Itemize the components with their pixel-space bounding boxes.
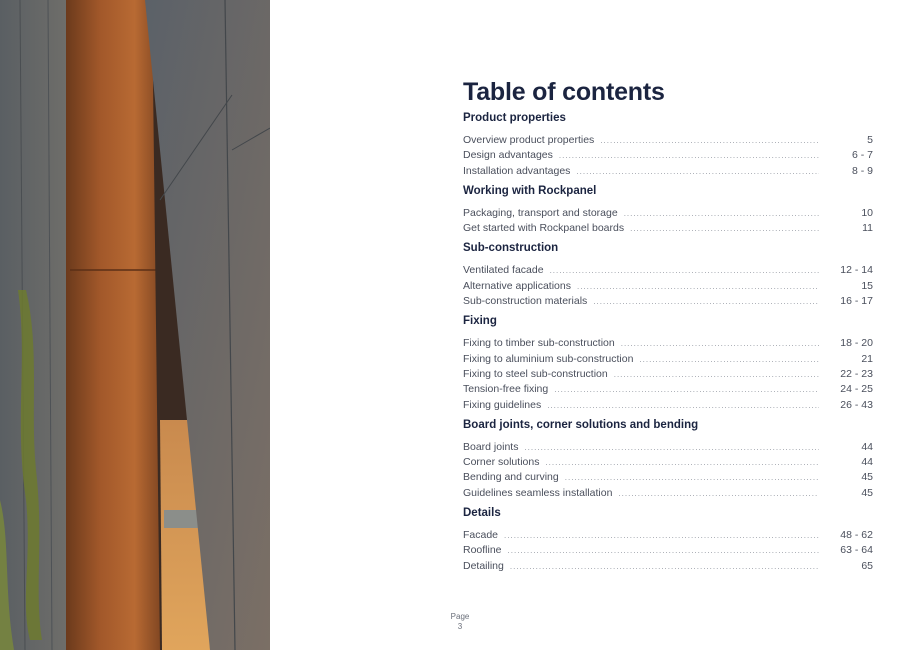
toc-entry[interactable] [463,279,873,294]
toc-entry-pages: 63 - 64 [840,544,873,557]
toc-entry-label: Roofline [463,544,502,557]
section-heading: Sub-construction [463,242,559,255]
toc-entry[interactable] [463,440,873,455]
dot-leader [510,559,819,574]
toc-entry[interactable] [463,470,873,485]
dot-leader [576,164,819,179]
toc-entry-label: Facade [463,529,499,542]
toc-entry-label: Design advantages [463,149,553,162]
toc-entry-list [463,440,873,501]
dot-leader [639,352,819,367]
toc-entry[interactable] [463,263,873,278]
dot-leader [614,367,819,382]
toc-section [463,183,873,237]
toc-entry-list [463,336,873,412]
toc-entry[interactable] [463,367,873,382]
toc-entry-label: Installation advantages [463,164,571,177]
dot-leader [559,148,819,163]
toc-entry[interactable] [463,294,873,309]
toc-entry-pages: 44 [861,440,873,453]
page-title: Table of contents [463,78,665,106]
toc-entry-label: Fixing to aluminium sub-construction [463,352,634,365]
dot-leader [508,543,819,558]
dot-leader [545,455,819,470]
dot-leader [554,382,819,397]
toc-entry[interactable] [463,133,873,148]
toc-entry-label: Overview product properties [463,134,595,146]
toc-entry[interactable] [463,336,873,351]
toc-entry[interactable] [463,543,873,558]
toc-entry-pages: 22 - 23 [840,367,873,380]
toc-entry-label: Get started with Rockpanel boards [463,222,625,235]
toc-entry-label: Guidelines seamless installation [463,486,613,499]
dot-leader [550,263,819,278]
toc-entry-pages: 48 - 62 [840,529,873,542]
toc-entry[interactable] [463,398,873,413]
dot-leader [621,336,819,351]
toc-entry-label: Detailing [463,559,504,572]
toc-entry-pages: 45 [861,486,873,499]
toc-section [463,240,873,309]
toc-entry[interactable] [463,528,873,543]
toc-entry-label: Fixing to timber sub-construction [463,337,615,350]
dot-leader [504,528,819,543]
toc-entry-pages: 8 - 9 [851,164,873,177]
dot-leader [547,398,819,413]
toc-entry-label: Board joints [463,440,519,453]
toc-entry-pages: 26 - 43 [840,398,873,411]
toc-entry-pages: 15 [861,279,873,292]
toc-entry-label: Sub-construction materials [463,295,588,308]
toc-entry-pages: 45 [861,471,873,484]
dot-leader [630,221,819,236]
toc-entry-pages: 12 - 14 [840,264,873,277]
dot-leader [565,470,819,485]
toc-entry-label: Fixing to steel sub-construction [463,367,608,380]
dot-leader [524,440,819,455]
toc-section [463,313,873,412]
page-label: Page [450,612,470,621]
dot-leader [600,133,819,148]
toc-entry-label: Corner solutions [463,456,540,469]
section-heading: Product properties [463,112,566,124]
toc-entry[interactable] [463,148,873,163]
toc-entry-label: Alternative applications [463,279,571,292]
toc-entry-label: Fixing guidelines [463,398,542,411]
toc-section [463,110,873,179]
toc-sections [463,110,873,574]
toc-entry-pages: 24 - 25 [840,383,873,396]
toc-section [463,417,873,501]
facade-photo [0,0,270,650]
toc-entry-list [463,263,873,309]
table-of-contents [463,76,873,574]
toc-entry-pages: 16 - 17 [840,295,873,308]
section-heading: Details [463,507,501,520]
section-heading: Working with Rockpanel [463,184,597,197]
toc-entry-list [463,528,873,574]
toc-entry-list [463,206,873,237]
toc-entry[interactable] [463,352,873,367]
page-number [450,612,470,632]
toc-entry-pages: 10 [861,206,873,219]
toc-entry-pages: 5 [867,134,873,146]
toc-entry[interactable] [463,221,873,236]
toc-entry-list [463,133,873,179]
toc-entry-label: Bending and curving [463,471,559,484]
toc-entry-pages: 6 - 7 [851,149,873,162]
toc-entry[interactable] [463,164,873,179]
toc-section [463,505,873,574]
toc-entry[interactable] [463,382,873,397]
toc-entry-pages: 44 [861,456,873,469]
dot-leader [577,279,819,294]
dot-leader [618,486,819,501]
toc-entry-pages: 21 [861,352,873,365]
toc-entry[interactable] [463,559,873,574]
toc-entry[interactable] [463,455,873,470]
toc-entry-label: Tension-free fixing [463,383,549,396]
toc-entry-pages: 65 [861,559,873,572]
section-heading: Fixing [463,315,497,328]
toc-entry-label: Packaging, transport and storage [463,206,618,219]
dot-leader [624,206,819,221]
toc-entry-pages: 11 [862,222,873,235]
toc-entry[interactable] [463,486,873,501]
toc-entry[interactable] [463,206,873,221]
dot-leader [593,294,819,309]
page-number-value: 3 [457,622,463,631]
toc-entry-label: Ventilated facade [463,264,544,277]
toc-entry-pages: 18 - 20 [840,337,873,350]
section-heading: Board joints, corner solutions and bending [463,418,699,431]
